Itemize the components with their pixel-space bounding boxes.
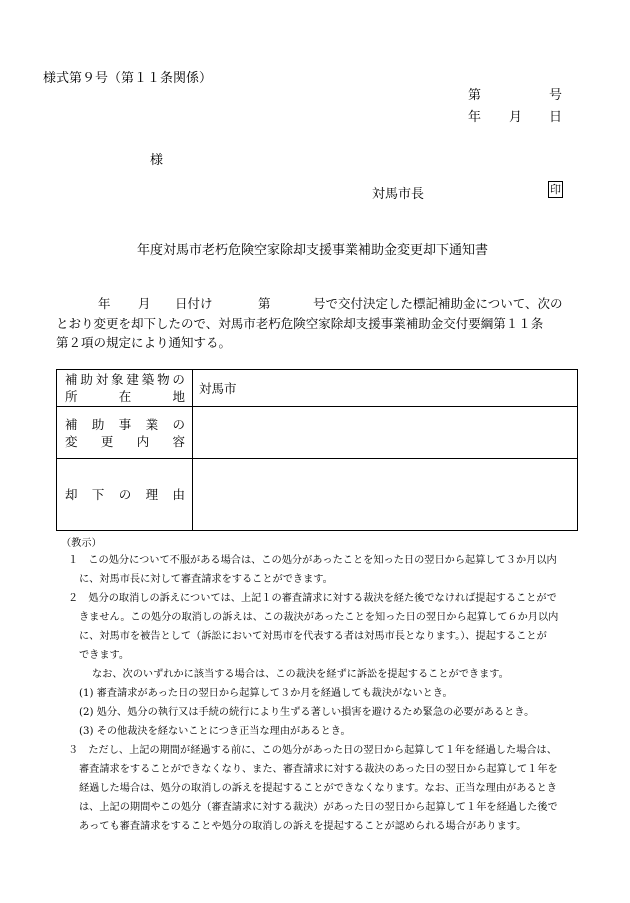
- label-char: の: [172, 372, 185, 387]
- notice-line: (3) その他裁決を経ないことにつき正当な理由があるとき。: [79, 726, 351, 737]
- label-location: [57, 370, 193, 407]
- label-char: 業: [145, 416, 159, 432]
- label-char: 対: [95, 372, 109, 387]
- label-char: 更: [100, 433, 114, 449]
- issuer: 対馬市長: [372, 187, 425, 202]
- seal-stamp: 印: [550, 183, 561, 196]
- notice-line: できます。: [79, 650, 130, 661]
- label-char: 物: [157, 372, 170, 387]
- body-dated: 日付け: [175, 296, 213, 311]
- body-line2: とおり変更を却下したので、対馬市老朽危険空家除却支援事業補助金交付要綱第１１条: [56, 316, 544, 331]
- table-row-change: [57, 407, 578, 459]
- value-reason: [193, 459, 578, 531]
- label-char: 却: [65, 487, 78, 502]
- label-char: 下: [91, 487, 105, 502]
- date-month: 月: [509, 110, 523, 125]
- label-location-line1: [57, 371, 192, 388]
- label-char: 所: [65, 389, 78, 404]
- date-day: 日: [549, 110, 563, 125]
- label-char: 助: [91, 416, 105, 432]
- label-location-line2: [57, 388, 192, 405]
- doc-number-prefix: 第: [468, 88, 482, 103]
- label-char: 在: [118, 389, 132, 404]
- notice-line: (1) 審査請求があった日の翌日から起算して３か月を経過しても裁決がないとき。: [79, 688, 453, 699]
- value-change: [193, 407, 578, 459]
- document-title: 年度対馬市老朽危険空家除却支援事業補助金変更却下通知書: [137, 243, 489, 258]
- label-change-line1: [57, 416, 192, 433]
- label-char: 象: [111, 372, 124, 387]
- label-char: 容: [172, 433, 185, 449]
- label-char: 由: [172, 487, 185, 502]
- body-month: 月: [138, 296, 151, 311]
- doc-number-suffix: 号: [549, 88, 563, 103]
- notice-line: (2) 処分、処分の執行又は手続の続行により生ずる著しい損害を避けるため緊急の必要があるとき。: [79, 707, 535, 718]
- body-dai: 第: [258, 296, 271, 311]
- label-char: 建: [126, 372, 139, 387]
- value-location: [193, 370, 578, 407]
- label-char: 内: [136, 433, 150, 449]
- label-char: の: [172, 416, 185, 432]
- label-char: 理: [145, 487, 159, 502]
- form-number: 様式第９号（第１１条関係）: [43, 71, 213, 86]
- notice-line: 経過した場合は、処分の取消しの訴えを提起することができなくなります。なお、正当な理由があるとき: [79, 783, 557, 794]
- label-char: 築: [141, 372, 155, 387]
- notice-line: あっても審査請求をすることや処分の取消しの訴えを提起することが認められる場合があります。: [79, 821, 527, 832]
- location-value: 対馬市: [199, 381, 237, 396]
- body-year: 年: [98, 296, 111, 311]
- label-char: 補: [65, 416, 78, 432]
- label-char: 事: [118, 416, 132, 432]
- notice-line: ３ ただし、上記の期間が経過する前に、この処分があった日の翌日から起算して１年を経過した場合は、: [68, 745, 557, 756]
- label-char: 変: [65, 433, 78, 449]
- notice-line: に、対馬市長に対して審査請求をすることができます。: [79, 574, 333, 585]
- addressee-suffix: 様: [150, 153, 164, 168]
- notice-line: 審査請求をすることができなくなり、また、審査請求に対する裁決のあった日の翌日から起算して１年を: [79, 764, 558, 775]
- body-line1-rest: 号で交付決定した標記補助金について、次の: [313, 296, 563, 311]
- label-char: 地: [172, 389, 185, 404]
- notice-line: なお、次のいずれかに該当する場合は、この裁決を経ずに訴訟を提起することができます。: [92, 669, 509, 680]
- detail-table: [56, 369, 578, 531]
- label-change-line2: [57, 433, 192, 450]
- notice-line: ２ 処分の取消しの訴えについては、上記１の審査請求に対する裁決を経た後でなければ提起することがで: [68, 593, 557, 604]
- notice-line: １ この処分について不服がある場合は、この処分があったことを知った日の翌日から起算して３か月以内: [68, 555, 557, 566]
- notice-line: きません。この処分の取消しの訴えは、この裁決があったことを知った日の翌日から起算して６か月以内: [79, 612, 559, 623]
- notice-heading: （教示）: [61, 538, 102, 549]
- table-row-location: [57, 370, 578, 407]
- date-year: 年: [468, 110, 482, 125]
- label-char: の: [118, 487, 132, 502]
- label-reason-line: [57, 486, 192, 503]
- label-char: 助: [80, 372, 93, 387]
- table-row-reason: [57, 459, 578, 531]
- notice-line: は、上記の期間やこの処分（審査請求に対する裁決）があった日の翌日から起算して１年を経過した後で: [79, 802, 558, 813]
- notice-line: に、対馬市を被告として（訴訟において対馬市を代表する者は対馬市長となります。）、提起することが: [79, 631, 547, 642]
- label-char: 補: [65, 372, 78, 387]
- label-reason: [57, 459, 193, 531]
- label-change: [57, 407, 193, 459]
- body-line3: 第２項の規定により通知する。: [56, 335, 232, 350]
